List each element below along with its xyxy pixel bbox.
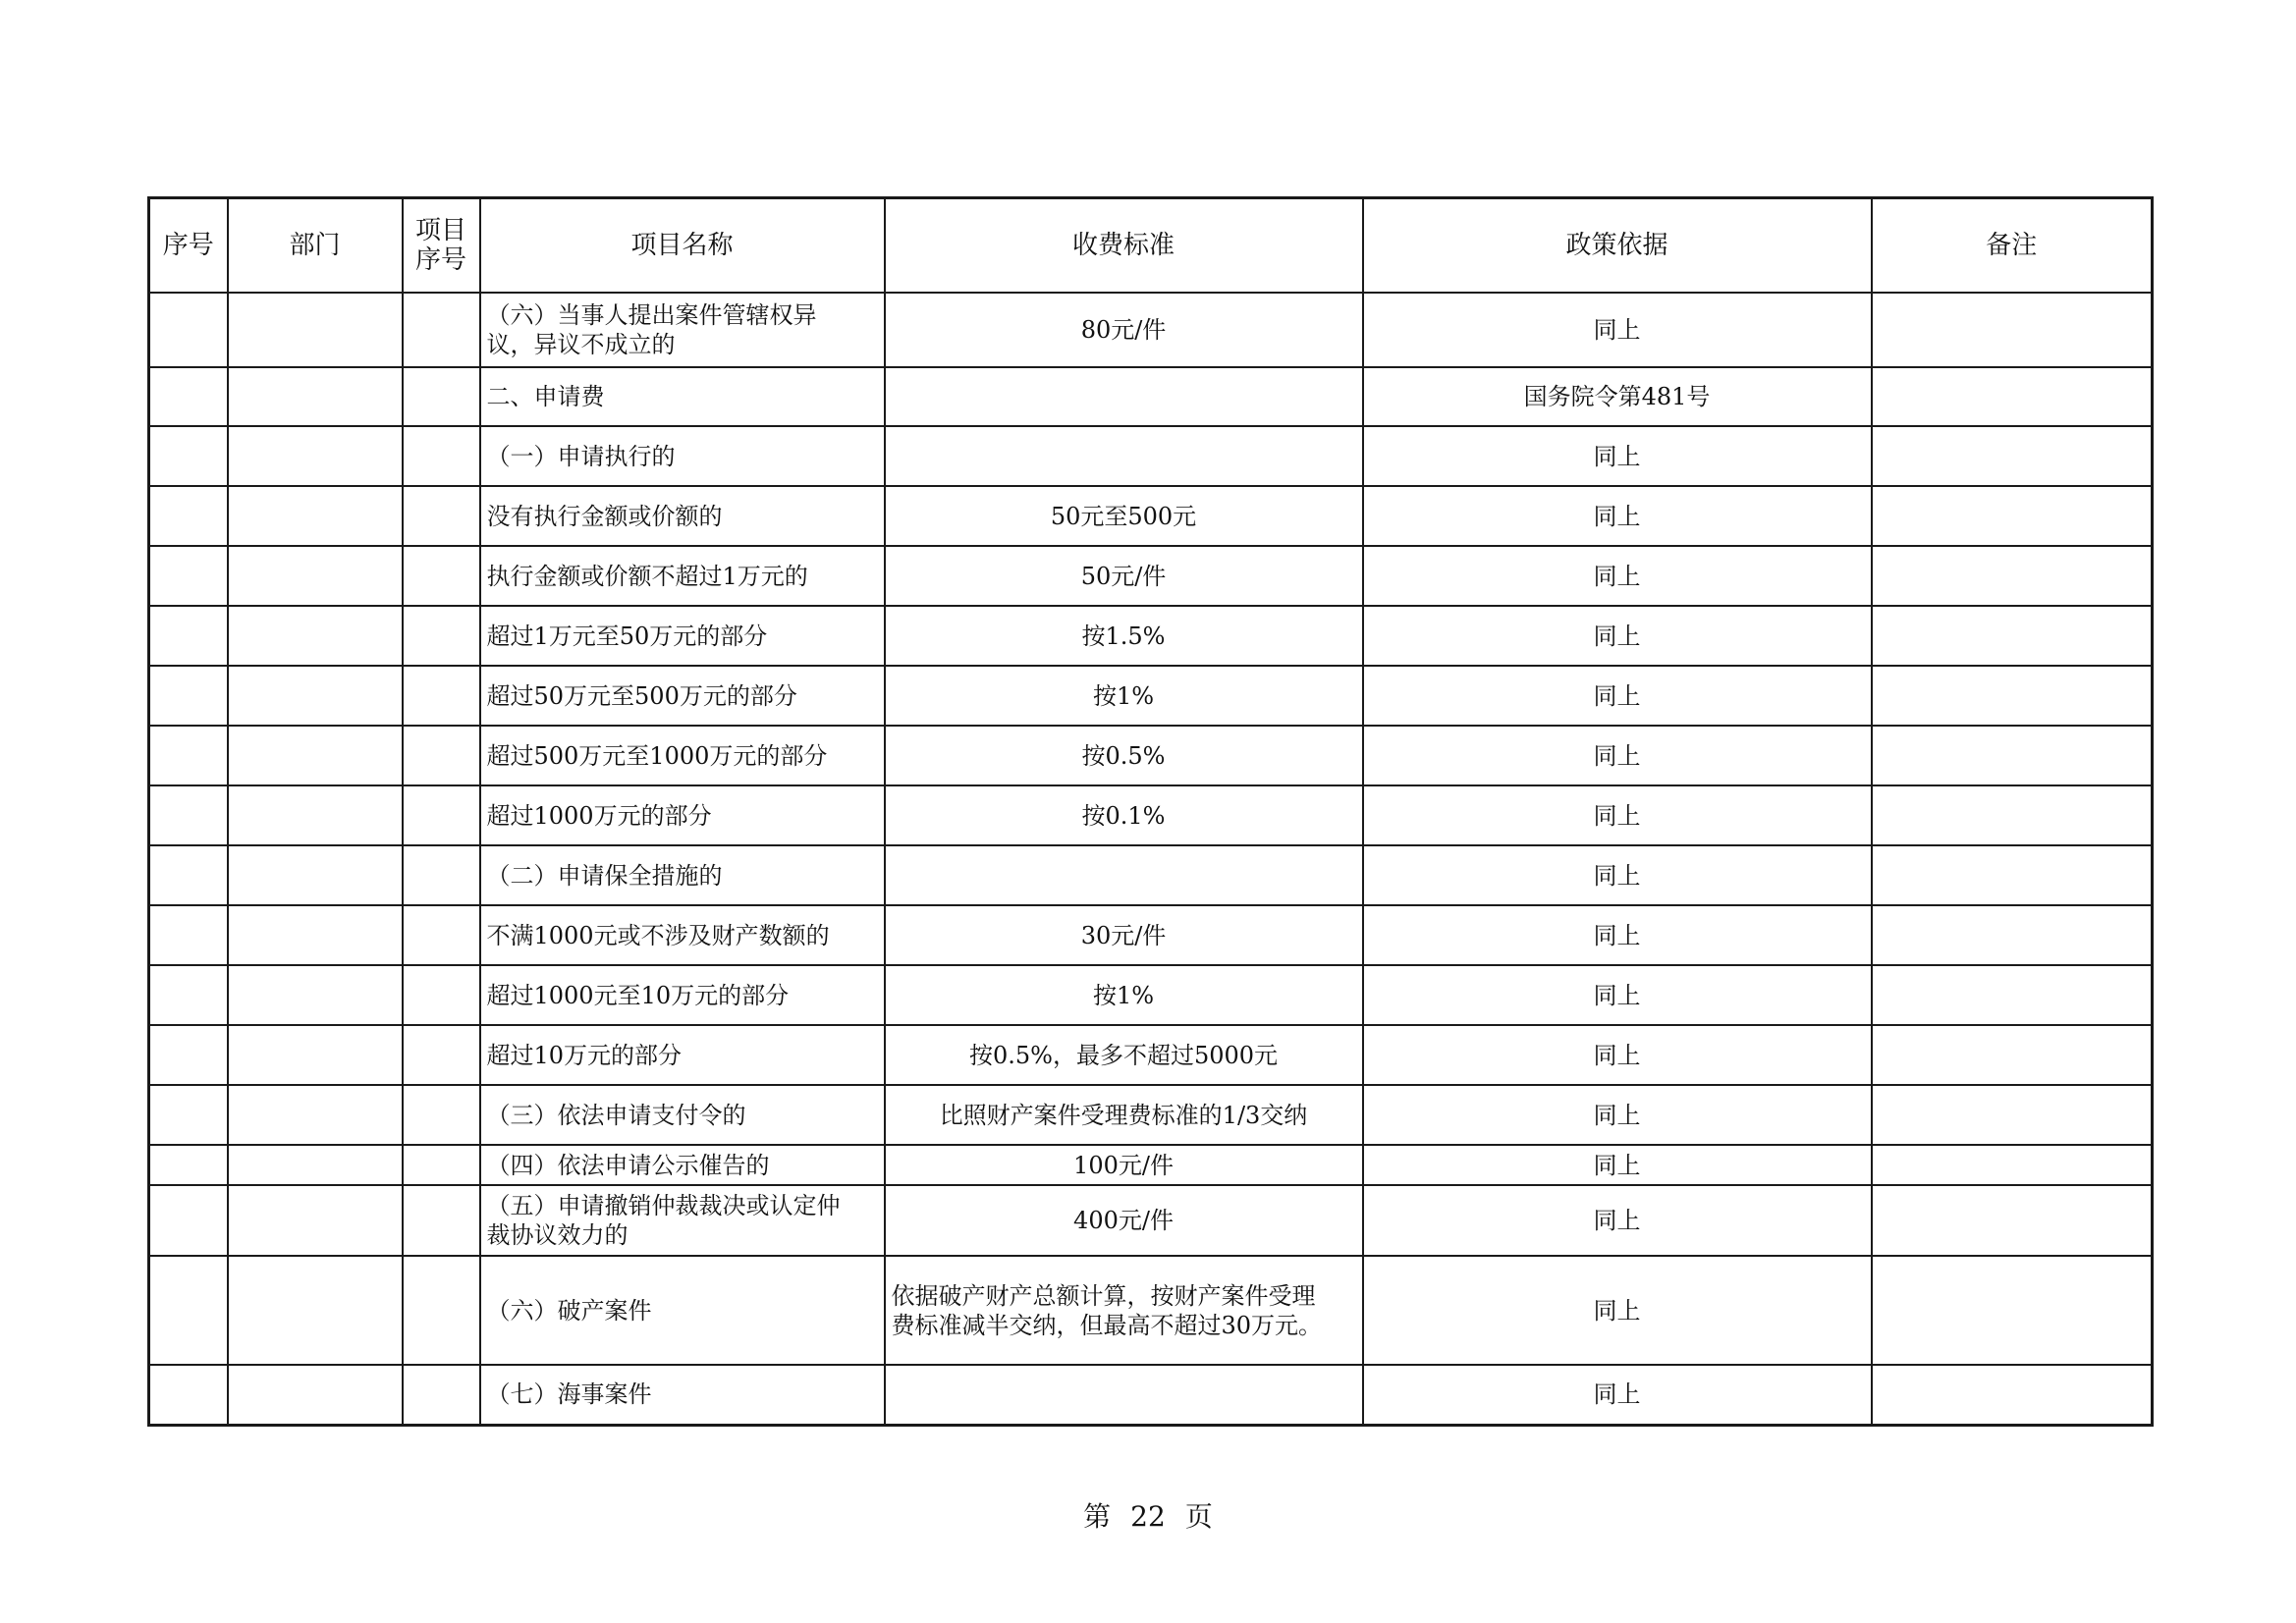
policy-text: 同上 <box>1593 1101 1641 1129</box>
cell-fee-standard <box>885 1365 1363 1425</box>
header-item-name: 项目名称 <box>480 198 885 294</box>
cell-policy-basis <box>1363 293 1872 367</box>
fee-line: 按0.5% <box>1081 741 1166 770</box>
policy-text: 同上 <box>1593 442 1641 470</box>
policy-text: 同上 <box>1593 981 1641 1009</box>
cell-policy-basis <box>1363 905 1872 965</box>
cell-seq <box>149 426 228 486</box>
policy-text: 同上 <box>1593 801 1641 830</box>
cell-seq <box>149 606 228 666</box>
cell-seq <box>149 1145 228 1185</box>
header-seq: 序号 <box>149 198 228 294</box>
cell-item-name <box>480 293 885 367</box>
policy-text: 同上 <box>1593 1151 1641 1179</box>
cell-remarks <box>1872 426 2153 486</box>
cell-item-name <box>480 965 885 1025</box>
cell-dept <box>228 666 403 726</box>
cell-fee-standard <box>885 726 1363 785</box>
policy-text: 同上 <box>1593 316 1641 344</box>
fee-line: 按0.5%，最多不超过5000元 <box>968 1041 1279 1069</box>
item-name-line: （一）申请执行的 <box>486 442 676 470</box>
cell-item-name <box>480 666 885 726</box>
table-row <box>149 905 2153 965</box>
item-name-line: 超过1000元至10万元的部分 <box>486 981 790 1009</box>
cell-item-seq <box>403 905 480 965</box>
page-footer-prefix: 第 <box>1083 1500 1112 1533</box>
cell-fee-standard <box>885 367 1363 426</box>
cell-fee-standard <box>885 1256 1363 1365</box>
cell-item-seq <box>403 1365 480 1425</box>
cell-dept <box>228 367 403 426</box>
cell-remarks <box>1872 666 2153 726</box>
table-body <box>149 293 2153 1425</box>
cell-item-name <box>480 785 885 845</box>
item-name-line: 超过1万元至50万元的部分 <box>486 622 768 650</box>
table-row <box>149 1085 2153 1145</box>
cell-policy-basis <box>1363 1085 1872 1145</box>
cell-item-name <box>480 1085 885 1145</box>
policy-text: 同上 <box>1593 502 1641 530</box>
header-fee-standard: 收费标准 <box>885 198 1363 294</box>
table-row <box>149 486 2153 546</box>
cell-item-name <box>480 486 885 546</box>
fee-line: 按1.5% <box>1081 622 1166 650</box>
policy-text: 同上 <box>1593 1207 1641 1234</box>
cell-policy-basis <box>1363 1365 1872 1425</box>
cell-fee-standard <box>885 1025 1363 1085</box>
table-row <box>149 785 2153 845</box>
cell-item-seq <box>403 785 480 845</box>
cell-dept <box>228 1185 403 1256</box>
cell-dept <box>228 606 403 666</box>
cell-seq <box>149 845 228 905</box>
table-row <box>149 726 2153 785</box>
cell-seq <box>149 965 228 1025</box>
cell-item-seq <box>403 1025 480 1085</box>
cell-item-name <box>480 1185 885 1256</box>
page-footer-suffix: 页 <box>1184 1500 1213 1533</box>
cell-fee-standard <box>885 1145 1363 1185</box>
cell-item-seq <box>403 1256 480 1365</box>
cell-remarks <box>1872 546 2153 606</box>
table-row <box>149 1256 2153 1365</box>
cell-item-seq <box>403 666 480 726</box>
item-name-line: （四）依法申请公示催告的 <box>486 1151 770 1179</box>
cell-policy-basis <box>1363 1145 1872 1185</box>
cell-item-name <box>480 1256 885 1365</box>
cell-policy-basis <box>1363 845 1872 905</box>
cell-fee-standard <box>885 426 1363 486</box>
table-row <box>149 965 2153 1025</box>
cell-fee-standard <box>885 785 1363 845</box>
cell-policy-basis <box>1363 785 1872 845</box>
cell-remarks <box>1872 1085 2153 1145</box>
page-footer <box>0 1495 2296 1535</box>
fee-line: 100元/件 <box>1073 1151 1174 1179</box>
cell-remarks <box>1872 1256 2153 1365</box>
policy-text: 同上 <box>1593 622 1641 650</box>
table-row <box>149 666 2153 726</box>
table-row <box>149 1365 2153 1425</box>
cell-item-name <box>480 905 885 965</box>
item-name-line: 没有执行金额或价额的 <box>486 502 723 530</box>
cell-fee-standard <box>885 293 1363 367</box>
fee-line: 按0.1% <box>1081 801 1166 830</box>
cell-item-seq <box>403 845 480 905</box>
table-row <box>149 293 2153 367</box>
item-name-line: （五）申请撤销仲裁裁决或认定仲 <box>486 1192 841 1219</box>
cell-fee-standard <box>885 1085 1363 1145</box>
policy-text: 同上 <box>1593 562 1641 590</box>
cell-dept <box>228 486 403 546</box>
item-name-line: 议，异议不成立的 <box>486 331 676 358</box>
header-item-seq <box>403 198 480 294</box>
cell-seq <box>149 293 228 367</box>
cell-remarks <box>1872 293 2153 367</box>
cell-dept <box>228 1256 403 1365</box>
cell-remarks <box>1872 726 2153 785</box>
cell-policy-basis <box>1363 606 1872 666</box>
header-item-seq-line1: 项目 <box>414 216 466 245</box>
table-row <box>149 1145 2153 1185</box>
cell-remarks <box>1872 606 2153 666</box>
cell-policy-basis <box>1363 666 1872 726</box>
cell-policy-basis <box>1363 426 1872 486</box>
policy-text: 同上 <box>1593 861 1641 890</box>
fee-line: 按1% <box>1092 681 1155 710</box>
fee-line: 30元/件 <box>1080 921 1167 949</box>
cell-item-name <box>480 845 885 905</box>
cell-seq <box>149 785 228 845</box>
item-name-line: （六）当事人提出案件管辖权异 <box>486 301 817 329</box>
policy-text: 同上 <box>1593 921 1641 949</box>
cell-item-name <box>480 726 885 785</box>
item-name-line: 超过50万元至500万元的部分 <box>486 681 797 710</box>
cell-dept <box>228 1365 403 1425</box>
cell-item-name <box>480 367 885 426</box>
cell-fee-standard <box>885 845 1363 905</box>
cell-item-name <box>480 606 885 666</box>
cell-remarks <box>1872 1185 2153 1256</box>
fee-line: 依据破产财产总额计算，按财产案件受理 <box>891 1281 1316 1310</box>
cell-item-seq <box>403 1085 480 1145</box>
header-remarks: 备注 <box>1872 198 2153 294</box>
header-item-seq-line2: 序号 <box>414 245 466 275</box>
cell-seq <box>149 1085 228 1145</box>
cell-item-name <box>480 546 885 606</box>
cell-seq <box>149 726 228 785</box>
item-name-line: （六）破产案件 <box>486 1296 652 1325</box>
cell-item-seq <box>403 1145 480 1185</box>
cell-policy-basis <box>1363 367 1872 426</box>
cell-seq <box>149 1025 228 1085</box>
item-name-line: 执行金额或价额不超过1万元的 <box>486 562 808 590</box>
policy-text: 同上 <box>1593 1380 1641 1409</box>
policy-text: 同上 <box>1593 1296 1641 1325</box>
fee-line: 费标准减半交纳，但最高不超过30万元。 <box>891 1311 1323 1339</box>
cell-dept <box>228 293 403 367</box>
cell-item-name <box>480 1365 885 1425</box>
fee-line: 50元/件 <box>1080 562 1167 590</box>
cell-dept <box>228 426 403 486</box>
cell-seq <box>149 546 228 606</box>
item-name-line: 超过500万元至1000万元的部分 <box>486 741 828 770</box>
cell-seq <box>149 486 228 546</box>
cell-item-seq <box>403 606 480 666</box>
cell-dept <box>228 546 403 606</box>
policy-text: 同上 <box>1593 1041 1641 1069</box>
policy-text: 同上 <box>1593 741 1641 770</box>
cell-dept <box>228 1145 403 1185</box>
cell-policy-basis <box>1363 1025 1872 1085</box>
cell-remarks <box>1872 1365 2153 1425</box>
cell-seq <box>149 1256 228 1365</box>
cell-fee-standard <box>885 606 1363 666</box>
cell-remarks <box>1872 785 2153 845</box>
cell-policy-basis <box>1363 1256 1872 1365</box>
cell-item-seq <box>403 293 480 367</box>
cell-seq <box>149 1185 228 1256</box>
policy-text: 同上 <box>1593 681 1641 710</box>
cell-item-seq <box>403 426 480 486</box>
cell-item-seq <box>403 486 480 546</box>
header-dept: 部门 <box>228 198 403 294</box>
cell-dept <box>228 905 403 965</box>
cell-dept <box>228 1025 403 1085</box>
cell-policy-basis <box>1363 546 1872 606</box>
item-name-line: 裁协议效力的 <box>486 1221 629 1249</box>
item-name-line: 二、申请费 <box>486 383 605 410</box>
item-name-line: 超过1000万元的部分 <box>486 801 712 830</box>
cell-policy-basis <box>1363 1185 1872 1256</box>
cell-seq <box>149 1365 228 1425</box>
header-row <box>149 198 2153 294</box>
page-number: 22 <box>1130 1500 1166 1533</box>
fee-line: 400元/件 <box>1073 1207 1174 1234</box>
cell-fee-standard <box>885 905 1363 965</box>
cell-dept <box>228 726 403 785</box>
cell-seq <box>149 666 228 726</box>
cell-remarks <box>1872 965 2153 1025</box>
table-row <box>149 426 2153 486</box>
cell-dept <box>228 1085 403 1145</box>
cell-fee-standard <box>885 546 1363 606</box>
item-name-line: 不满1000元或不涉及财产数额的 <box>486 921 830 949</box>
cell-fee-standard <box>885 486 1363 546</box>
cell-remarks <box>1872 486 2153 546</box>
item-name-line: （二）申请保全措施的 <box>486 861 723 890</box>
fee-table <box>147 196 2154 1427</box>
cell-dept <box>228 845 403 905</box>
cell-fee-standard <box>885 666 1363 726</box>
cell-seq <box>149 905 228 965</box>
cell-fee-standard <box>885 1185 1363 1256</box>
table-row <box>149 1025 2153 1085</box>
cell-item-seq <box>403 367 480 426</box>
table-row <box>149 606 2153 666</box>
cell-policy-basis <box>1363 965 1872 1025</box>
cell-remarks <box>1872 1025 2153 1085</box>
header-policy-basis: 政策依据 <box>1363 198 1872 294</box>
cell-item-seq <box>403 1185 480 1256</box>
cell-remarks <box>1872 367 2153 426</box>
item-name-line: （七）海事案件 <box>486 1380 652 1409</box>
policy-text: 国务院令第481号 <box>1523 383 1711 410</box>
cell-policy-basis <box>1363 486 1872 546</box>
fee-line: 比照财产案件受理费标准的1/3交纳 <box>939 1101 1308 1129</box>
cell-item-seq <box>403 965 480 1025</box>
fee-line: 按1% <box>1092 981 1155 1009</box>
cell-remarks <box>1872 845 2153 905</box>
cell-item-name <box>480 1025 885 1085</box>
item-name-line: 超过10万元的部分 <box>486 1041 683 1069</box>
cell-dept <box>228 785 403 845</box>
item-name-line: （三）依法申请支付令的 <box>486 1101 746 1129</box>
cell-remarks <box>1872 905 2153 965</box>
cell-dept <box>228 965 403 1025</box>
cell-item-name <box>480 426 885 486</box>
table-row <box>149 367 2153 426</box>
fee-line: 50元至500元 <box>1050 502 1197 530</box>
cell-item-seq <box>403 726 480 785</box>
cell-item-name <box>480 1145 885 1185</box>
cell-policy-basis <box>1363 726 1872 785</box>
table-row <box>149 845 2153 905</box>
fee-line: 80元/件 <box>1080 316 1167 344</box>
table-row <box>149 1185 2153 1256</box>
cell-item-seq <box>403 546 480 606</box>
cell-seq <box>149 367 228 426</box>
table-row <box>149 546 2153 606</box>
cell-remarks <box>1872 1145 2153 1185</box>
cell-fee-standard <box>885 965 1363 1025</box>
